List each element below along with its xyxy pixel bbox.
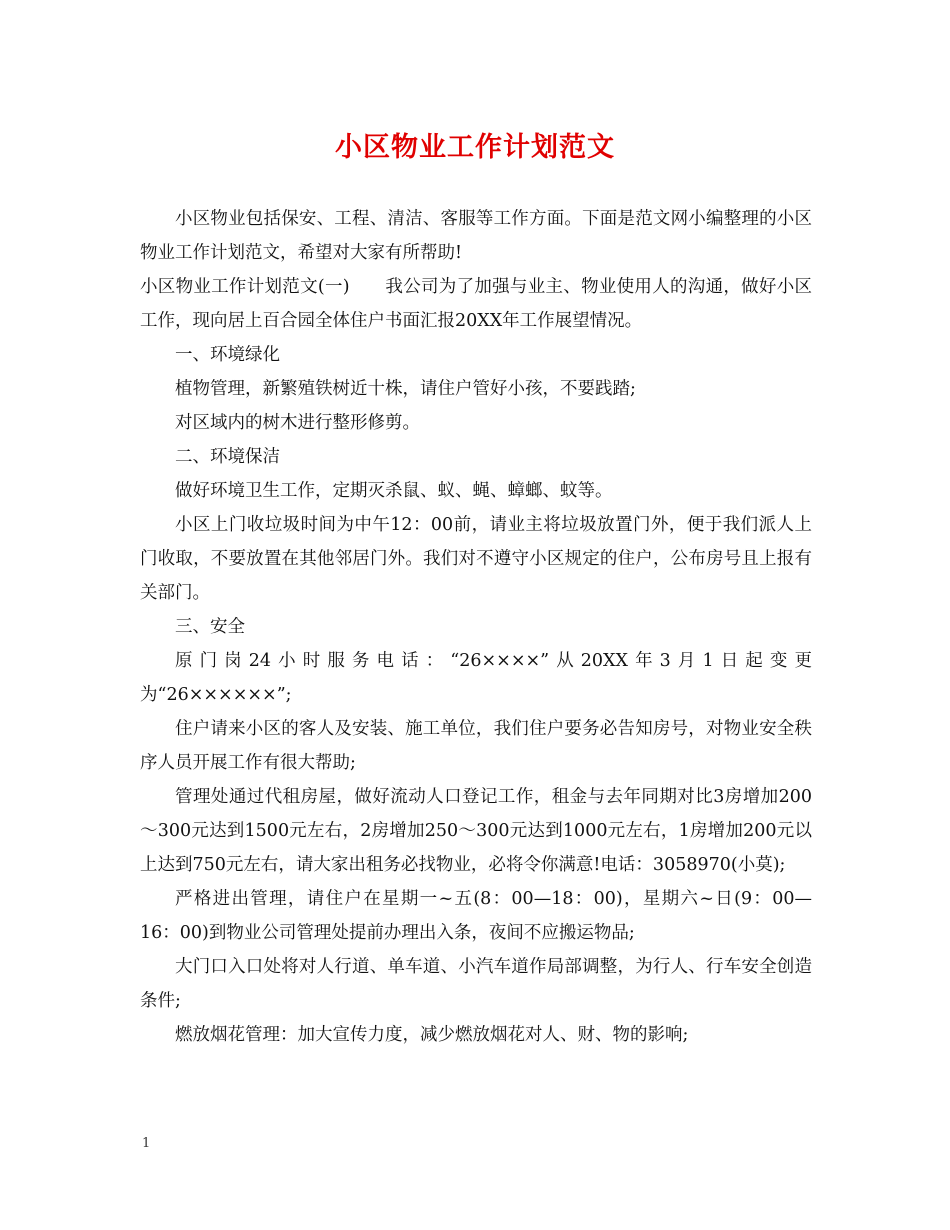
paragraph-sanitation: 做好环境卫生工作，定期灭杀鼠、蚁、蝇、蟑螂、蚊等。 [175, 481, 613, 501]
paragraph-garbage: 小区上门收垃圾时间为中午12：00前，请业主将垃圾放置门外，便于我们派人上门收取，不要放置在其他邻居门外。我们对不遵守小区规定的住户，公布房号且上报有关部门。 [140, 515, 812, 603]
section-heading-security: 三、安全 [175, 617, 245, 637]
paragraph-plant-management: 植物管理，新繁殖铁树近十株，请住户管好小孩，不要践踏; [175, 379, 636, 399]
document-body [140, 202, 812, 1052]
section-heading-cleaning: 二、环境保洁 [175, 447, 280, 467]
paragraph-access-control: 严格进出管理，请住户在星期一~五(8：00—18：00)，星期六~日(9：00—16：00)到物业公司管理处提前办理出入条，夜间不应搬运物品; [140, 889, 812, 943]
paragraph-visitors: 住户请来小区的客人及安装、施工单位，我们住户要务必告知房号，对物业安全秩序人员开展工作有很大帮助; [140, 719, 812, 773]
paragraph-plan-one: 小区物业工作计划范文(一) 我公司为了加强与业主、物业使用人的沟通，做好小区工作，现向居上百合园全体住户书面汇报20XX年工作展望情况。 [140, 277, 812, 331]
paragraph-entrance: 大门口入口处将对人行道、单车道、小汽车道作局部调整，为行人、行车安全创造条件; [140, 957, 812, 1011]
paragraph-rentals: 管理处通过代租房屋，做好流动人口登记工作，租金与去年同期对比3房增加200～300元达到1500元左右，2房增加250～300元达到1000元左右，1房增加200元以上达到750元左右，请大家出租务必找物业，必将令你满意!电话：3058970(小莫); [140, 787, 812, 875]
document-title: 小区物业工作计划范文 [335, 132, 615, 163]
paragraph-fireworks: 燃放烟花管理：加大宣传力度，减少燃放烟花对人、财、物的影响; [175, 1025, 689, 1045]
paragraph-tree-pruning: 对区域内的树木进行整形修剪。 [175, 413, 420, 433]
paragraph-phone-change: 原门岗24小时服务电话：“26××××”从20XX年3月1日起变更为“26××××××”; [140, 651, 812, 705]
paragraph-intro: 小区物业包括保安、工程、清洁、客服等工作方面。下面是范文网小编整理的小区物业工作计划范文，希望对大家有所帮助! [140, 209, 812, 263]
section-heading-greening: 一、环境绿化 [175, 345, 280, 365]
page-number: 1 [142, 1136, 151, 1151]
